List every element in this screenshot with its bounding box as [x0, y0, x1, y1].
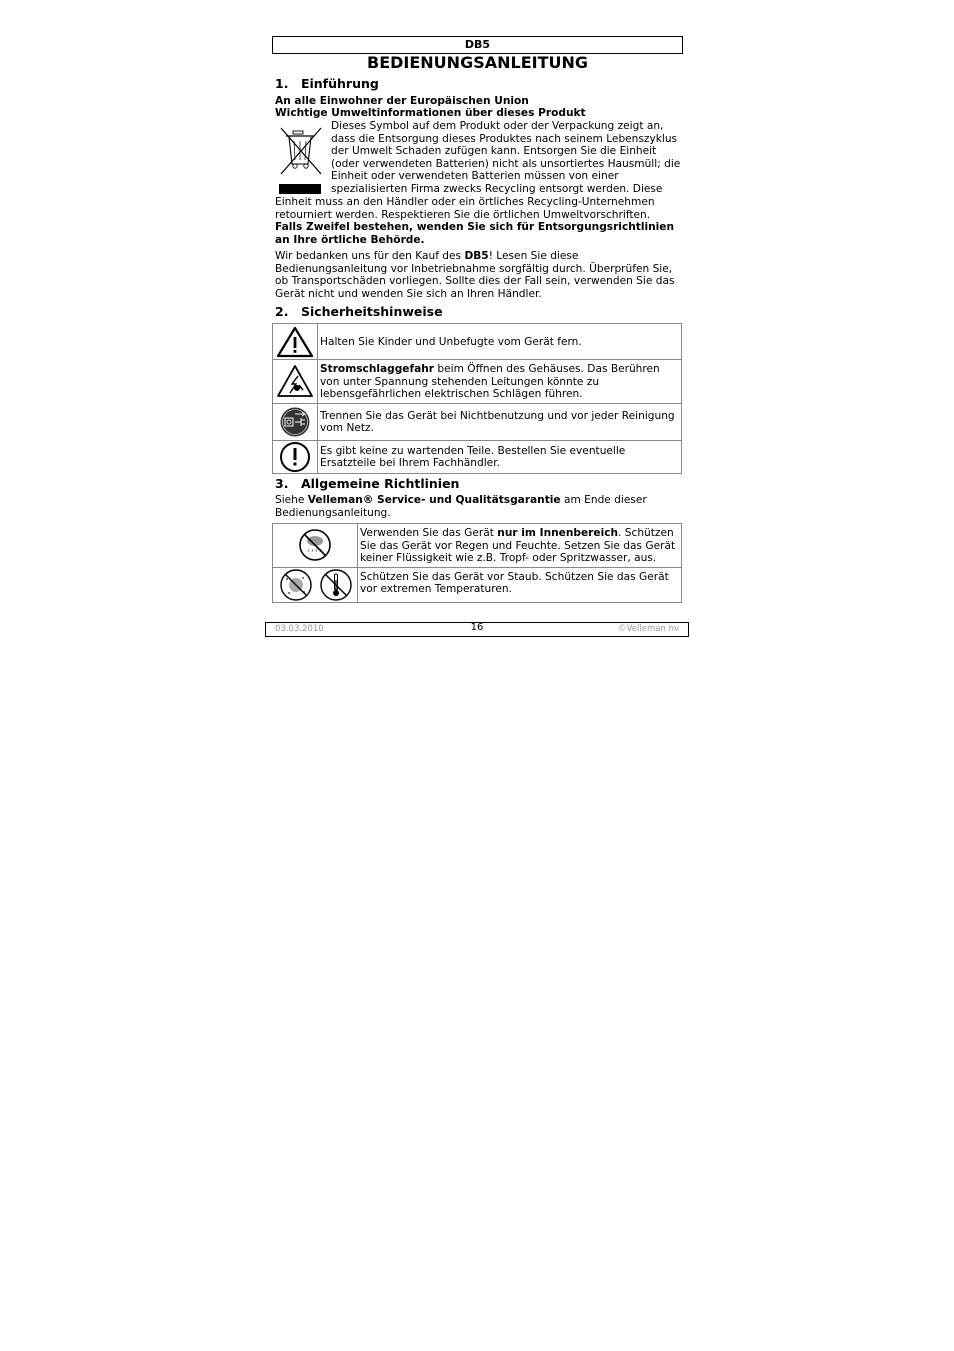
table-row	[273, 403, 682, 440]
thanks-text: Wir bedanken uns für den Kauf des	[275, 250, 465, 262]
exclamation-circle-icon	[273, 440, 318, 473]
guideline-bold: nur im Innenbereich	[497, 527, 619, 539]
eu-citizens-line: An alle Einwohner der Europäischen Union	[275, 95, 529, 107]
intro-text-rest: am Ende dieser Bedienungsanleitung.	[275, 494, 647, 519]
section-3-heading: 3. Allgemeine Richtlinien	[275, 476, 460, 491]
guideline-text	[358, 567, 682, 602]
no-dust-icon	[281, 570, 311, 600]
warranty-reference: Velleman® Service- und Qualitätsgarantie	[307, 494, 561, 506]
disposal-doubt-note: Falls Zweifel bestehen, wenden Sie sich für Entsorgungsrichtlinien an Ihre örtliche Behörde.	[275, 221, 674, 246]
footer-date: 03.03.2010	[275, 624, 324, 634]
weee-line: dass die Entsorgung dieses Produktes nach seinem Lebenszyklus	[331, 132, 678, 145]
safety-desc: Trennen Sie das Gerät bei Nichtbenutzung und vor jeder Reinigung vom Netz.	[320, 409, 675, 435]
guidelines-intro	[275, 494, 655, 519]
thanks-model: DB5	[464, 250, 489, 262]
table-row	[273, 324, 682, 360]
footer-copyright: ©Velleman nv	[618, 624, 679, 634]
weee-line: Einheit oder verwendeten Batterien müssen von einer	[331, 170, 619, 183]
safety-table	[272, 323, 682, 474]
weee-bin-icon	[277, 124, 325, 196]
guidelines-table	[272, 523, 682, 603]
guideline-desc-rest: . Schützen Sie das Gerät vor Regen und Feuchte. Setzen Sie das Gerät keiner Flüssigkeit wie z.B. Tropf- oder Spritzwasser, aus.	[360, 527, 676, 565]
intro-text: Siehe	[275, 494, 308, 506]
footer-page-number: 16	[470, 622, 484, 633]
guideline-desc: Schützen Sie das Gerät vor Staub. Schützen Sie das Gerät vor extremen Temperaturen.	[360, 570, 669, 596]
weee-line: der Umwelt Schaden zufügen kann. Entsorgen Sie die Einheit	[331, 145, 657, 158]
thanks-paragraph	[275, 250, 677, 300]
weee-line: Dieses Symbol auf dem Produkt oder der Verpackung zeigt an,	[331, 120, 664, 132]
page-title: BEDIENUNGSANLEITUNG	[367, 53, 588, 72]
guideline-desc: Verwenden Sie das Gerät	[360, 527, 498, 539]
weee-line: (oder verwendeten Batterien) nicht als unsortiertes Hausmüll; die	[331, 157, 681, 170]
page-footer	[265, 622, 689, 637]
table-row	[273, 440, 682, 473]
environment-info-line: Wichtige Umweltinformationen über dieses Produkt	[275, 107, 586, 119]
table-row	[273, 524, 682, 568]
model-header: DB5	[272, 36, 683, 54]
section-2-heading: 2. Sicherheitshinweise	[275, 304, 443, 319]
safety-bold: Stromschlaggefahr	[320, 363, 435, 375]
weee-text-block	[331, 120, 683, 196]
warning-triangle-icon	[273, 324, 318, 360]
no-extreme-temperature-icon	[321, 570, 351, 600]
indoor-use-only-icon	[273, 524, 358, 568]
safety-text	[318, 440, 682, 473]
safety-text	[318, 360, 682, 404]
electric-shock-icon	[273, 360, 318, 404]
weee-continuation: Einheit muss an den Händler oder ein örtliches Recycling-Unternehmen retourniert werden. Respektieren Sie die örtlichen Umweltvorschriften.	[275, 196, 655, 221]
table-row	[273, 567, 682, 602]
unplug-icon	[273, 403, 318, 440]
table-row	[273, 360, 682, 404]
safety-desc: Halten Sie Kinder und Unbefugte vom Gerät fern.	[320, 335, 582, 348]
dust-and-temperature-icons	[273, 567, 358, 602]
thanks-text-rest: ! Lesen Sie diese Bedienungsanleitung vor Inbetriebnahme sorgfältig durch. Überprüfen Sie, ob Transportschäden vorliegen. Sollte dies der Fall sein, verwenden Sie das Gerät nicht und wenden Sie sich an Ihren Händler.	[275, 250, 675, 300]
safety-desc: Es gibt keine zu wartenden Teile. Bestellen Sie eventuelle Ersatzteile bei Ihrem Fachhändler.	[320, 444, 626, 470]
safety-text	[318, 324, 682, 360]
safety-desc: beim Öffnen des Gehäuses. Das Berühren von unter Spannung stehenden Leitungen könnte zu lebensgefährlichen elektrischen Schlägen führen.	[320, 363, 660, 401]
section-1-heading: 1. Einführung	[275, 76, 379, 91]
guideline-text	[358, 524, 682, 568]
weee-line: spezialisierten Firma zwecks Recycling entsorgt werden. Diese	[331, 182, 663, 195]
safety-text	[318, 403, 682, 440]
